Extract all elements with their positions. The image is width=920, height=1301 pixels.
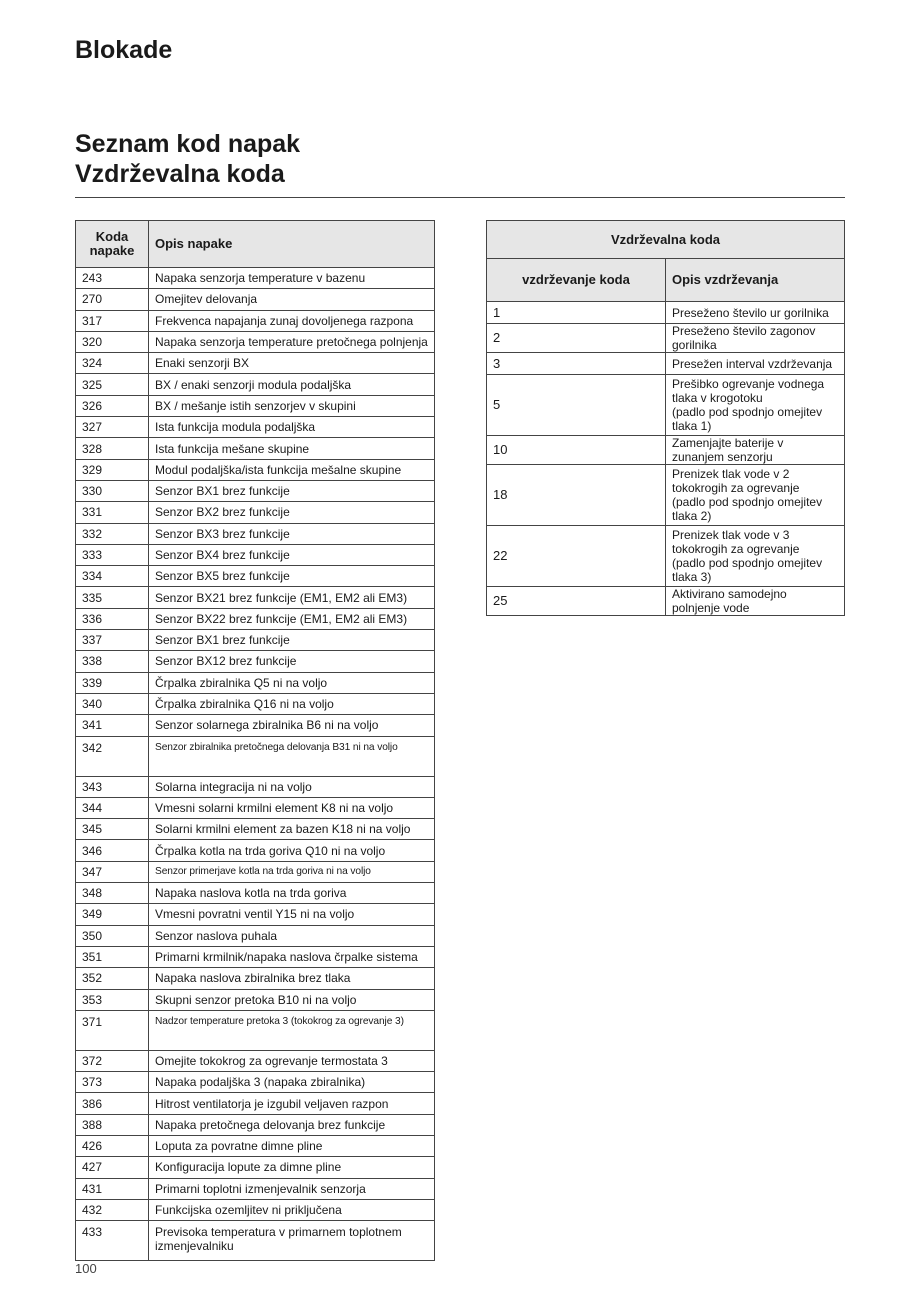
maintenance-description-cell: [666, 302, 845, 324]
fault-description-cell: Napaka naslova zbiralnika brez tlaka: [149, 968, 435, 989]
fault-code-cell: 433: [76, 1221, 149, 1261]
maintenance-description-cell: [666, 375, 845, 436]
fault-description-cell: Konfiguracija lopute za dimne pline: [149, 1157, 435, 1178]
fault-description-cell: Senzor BX22 brez funkcije (EM1, EM2 ali EM3): [149, 608, 435, 629]
fault-table-row: [76, 374, 435, 395]
fault-table-row: [76, 417, 435, 438]
maintenance-code-cell: 22: [487, 526, 666, 587]
fault-description-cell: Skupni senzor pretoka B10 ni na voljo: [149, 989, 435, 1010]
maintenance-code-table: [486, 220, 845, 616]
fault-table-row: [76, 904, 435, 925]
fault-code-cell: 372: [76, 1050, 149, 1071]
fault-code-cell: 243: [76, 268, 149, 289]
fault-table-row: [76, 480, 435, 501]
maintenance-table-row: [487, 302, 845, 324]
fault-code-cell: 426: [76, 1135, 149, 1156]
fault-description-cell: Vmesni solarni krmilni element K8 ni na voljo: [149, 797, 435, 818]
fault-description-cell: Primarni toplotni izmenjevalnik senzorja: [149, 1178, 435, 1199]
fault-table-row: [76, 1114, 435, 1135]
fault-table-row: [76, 438, 435, 459]
fault-code-cell: 325: [76, 374, 149, 395]
maintenance-table-title: Vzdrževalna koda: [487, 221, 845, 259]
fault-code-cell: 351: [76, 946, 149, 967]
fault-description-cell: Nadzor temperature pretoka 3 (tokokrog za ogrevanje 3): [149, 1010, 435, 1050]
fault-code-cell: 340: [76, 693, 149, 714]
fault-code-cell: 346: [76, 840, 149, 861]
fault-code-cell: 333: [76, 544, 149, 565]
fault-table-row: [76, 1199, 435, 1220]
fault-description-cell: Senzor BX4 brez funkcije: [149, 544, 435, 565]
fault-description-cell: Solarna integracija ni na voljo: [149, 776, 435, 797]
fault-table-row: [76, 651, 435, 672]
fault-code-cell: 320: [76, 331, 149, 352]
maintenance-code-cell: 5: [487, 375, 666, 436]
maintenance-description-cell: [666, 436, 845, 465]
fault-table-row: [76, 1157, 435, 1178]
maintenance-code-cell: 2: [487, 324, 666, 353]
fault-description-cell: Napaka senzorja temperature pretočnega polnjenja: [149, 331, 435, 352]
maintenance-code-cell: 3: [487, 353, 666, 375]
fault-code-table: [75, 220, 435, 1261]
fault-description-cell: Hitrost ventilatorja je izgubil veljaven razpon: [149, 1093, 435, 1114]
maintenance-description-line: Preseženo število ur gorilnika: [672, 305, 829, 320]
fault-table-row: [76, 523, 435, 544]
maintenance-description-line: (padlo pod spodnjo omejitev tlaka 1): [672, 405, 823, 433]
fault-code-cell: 342: [76, 736, 149, 776]
fault-description-cell: Funkcijska ozemljitev ni priključena: [149, 1199, 435, 1220]
fault-code-cell: 330: [76, 480, 149, 501]
fault-code-cell: 332: [76, 523, 149, 544]
fault-code-cell: 341: [76, 715, 149, 736]
fault-code-cell: 352: [76, 968, 149, 989]
fault-code-cell: 327: [76, 417, 149, 438]
fault-description-cell: Primarni krmilnik/napaka naslova črpalke sistema: [149, 946, 435, 967]
fault-description-cell: Ista funkcija modula podaljška: [149, 417, 435, 438]
fault-description-cell: BX / mešanje istih senzorjev v skupini: [149, 395, 435, 416]
fault-table-row: [76, 353, 435, 374]
fault-table-row: [76, 1072, 435, 1093]
fault-table-row: [76, 459, 435, 480]
fault-table-row: [76, 1178, 435, 1199]
maintenance-code-cell: 25: [487, 587, 666, 616]
maintenance-description-cell: [666, 526, 845, 587]
maintenance-code-cell: 1: [487, 302, 666, 324]
maintenance-description-line: Zamenjajte baterije v zunanjem senzorju: [672, 436, 784, 464]
fault-description-cell: Omejite tokokrog za ogrevanje termostata 3: [149, 1050, 435, 1071]
fault-table-row: [76, 310, 435, 331]
fault-description-cell: Senzor solarnega zbiralnika B6 ni na voljo: [149, 715, 435, 736]
maintenance-table-row: [487, 587, 845, 616]
maintenance-description-line: (padlo pod spodnjo omejitev tlaka 3): [672, 556, 823, 584]
fault-table-row: [76, 861, 435, 882]
fault-description-cell: Modul podaljška/ista funkcija mešalne skupine: [149, 459, 435, 480]
fault-table-row: [76, 693, 435, 714]
fault-description-cell: Vmesni povratni ventil Y15 ni na voljo: [149, 904, 435, 925]
fault-table-row: [76, 544, 435, 565]
fault-table-row: [76, 587, 435, 608]
fault-description-cell: Črpalka zbiralnika Q5 ni na voljo: [149, 672, 435, 693]
maintenance-code-cell: 10: [487, 436, 666, 465]
fault-table-row: [76, 395, 435, 416]
fault-code-cell: 348: [76, 883, 149, 904]
fault-description-cell: Senzor BX12 brez funkcije: [149, 651, 435, 672]
fault-table-row: [76, 819, 435, 840]
fault-code-cell: 432: [76, 1199, 149, 1220]
fault-table-row: [76, 883, 435, 904]
fault-table-row: [76, 968, 435, 989]
fault-table-row: [76, 1010, 435, 1050]
fault-code-cell: 353: [76, 989, 149, 1010]
fault-code-cell: 324: [76, 353, 149, 374]
maintenance-description-line: Presežen interval vzdrževanja: [672, 356, 833, 371]
fault-table-row: [76, 289, 435, 310]
fault-code-cell: 343: [76, 776, 149, 797]
fault-code-cell: 270: [76, 289, 149, 310]
fault-description-cell: BX / enaki senzorji modula podaljška: [149, 374, 435, 395]
maintenance-description-line: (padlo pod spodnjo omejitev tlaka 2): [672, 495, 823, 523]
fault-code-cell: 338: [76, 651, 149, 672]
fault-code-cell: 388: [76, 1114, 149, 1135]
fault-code-cell: 344: [76, 797, 149, 818]
fault-table-row: [76, 331, 435, 352]
fault-table-row: [76, 566, 435, 587]
fault-description-cell: Loputa za povratne dimne pline: [149, 1135, 435, 1156]
fault-code-cell: 328: [76, 438, 149, 459]
fault-code-cell: 386: [76, 1093, 149, 1114]
fault-description-cell: Senzor BX1 brez funkcije: [149, 480, 435, 501]
fault-code-cell: 335: [76, 587, 149, 608]
fault-table-row: [76, 797, 435, 818]
fault-table-row: [76, 608, 435, 629]
fault-code-cell: 345: [76, 819, 149, 840]
maintenance-table-row: [487, 353, 845, 375]
fault-code-header: Koda napake: [76, 221, 149, 268]
fault-code-cell: 331: [76, 502, 149, 523]
fault-code-cell: 373: [76, 1072, 149, 1093]
maintenance-code-table-body: [487, 302, 845, 616]
fault-code-cell: 329: [76, 459, 149, 480]
fault-description-cell: Solarni krmilni element za bazen K18 ni na voljo: [149, 819, 435, 840]
fault-code-cell: 347: [76, 861, 149, 882]
maintenance-description-cell: [666, 324, 845, 353]
fault-code-cell: 431: [76, 1178, 149, 1199]
fault-description-header: Opis napake: [149, 221, 435, 268]
fault-code-cell: 317: [76, 310, 149, 331]
fault-description-cell: Črpalka kotla na trda goriva Q10 ni na voljo: [149, 840, 435, 861]
fault-table-row: [76, 1221, 435, 1261]
fault-description-cell: Previsoka temperatura v primarnem toplotnem izmenjevalniku: [149, 1221, 435, 1261]
fault-description-cell: Ista funkcija mešane skupine: [149, 438, 435, 459]
fault-code-cell: 349: [76, 904, 149, 925]
fault-table-row: [76, 502, 435, 523]
fault-table-row: [76, 672, 435, 693]
maintenance-description-line: Aktivirano samodejno polnjenje vode: [672, 587, 787, 615]
fault-table-row: [76, 1093, 435, 1114]
fault-table-row: [76, 1050, 435, 1071]
fault-description-cell: Napaka senzorja temperature v bazenu: [149, 268, 435, 289]
fault-table-row: [76, 776, 435, 797]
fault-code-cell: 337: [76, 630, 149, 651]
maintenance-code-cell: 18: [487, 465, 666, 526]
maintenance-description-line: Preseženo število zagonov gorilnika: [672, 324, 816, 352]
fault-description-cell: Črpalka zbiralnika Q16 ni na voljo: [149, 693, 435, 714]
page-title: Blokade: [75, 36, 173, 64]
fault-description-cell: Frekvenca napajanja zunaj dovoljenega razpona: [149, 310, 435, 331]
fault-table-row: [76, 946, 435, 967]
page-number: 100: [75, 1261, 97, 1276]
maintenance-table-row: [487, 324, 845, 353]
fault-description-cell: Napaka podaljška 3 (napaka zbiralnika): [149, 1072, 435, 1093]
maintenance-description-line: Prenizek tlak vode v 3 tokokrogih za ogrevanje: [672, 528, 800, 556]
fault-description-cell: Senzor BX1 brez funkcije: [149, 630, 435, 651]
fault-table-row: [76, 925, 435, 946]
fault-code-cell: 339: [76, 672, 149, 693]
maintenance-table-row: [487, 526, 845, 587]
fault-code-table-body: [76, 268, 435, 1261]
fault-code-cell: 334: [76, 566, 149, 587]
section-title-maintenance-code: Vzdrževalna koda: [75, 160, 285, 188]
title-divider: [75, 197, 845, 198]
maintenance-description-cell: [666, 587, 845, 616]
maintenance-description-header: Opis vzdrževanja: [666, 259, 845, 302]
fault-description-cell: Napaka naslova kotla na trda goriva: [149, 883, 435, 904]
fault-description-cell: Senzor zbiralnika pretočnega delovanja B31 ni na voljo: [149, 736, 435, 776]
fault-description-cell: Senzor naslova puhala: [149, 925, 435, 946]
fault-code-cell: 371: [76, 1010, 149, 1050]
fault-description-cell: Senzor BX2 brez funkcije: [149, 502, 435, 523]
fault-code-cell: 427: [76, 1157, 149, 1178]
fault-description-cell: Napaka pretočnega delovanja brez funkcije: [149, 1114, 435, 1135]
fault-description-cell: Senzor BX5 brez funkcije: [149, 566, 435, 587]
fault-table-row: [76, 1135, 435, 1156]
maintenance-description-cell: [666, 465, 845, 526]
fault-description-cell: Omejitev delovanja: [149, 289, 435, 310]
fault-table-row: [76, 268, 435, 289]
fault-table-row: [76, 630, 435, 651]
fault-code-cell: 350: [76, 925, 149, 946]
fault-code-cell: 326: [76, 395, 149, 416]
maintenance-description-cell: [666, 353, 845, 375]
fault-table-row: [76, 715, 435, 736]
fault-table-row: [76, 736, 435, 776]
fault-description-cell: Senzor BX21 brez funkcije (EM1, EM2 ali EM3): [149, 587, 435, 608]
fault-table-row: [76, 989, 435, 1010]
maintenance-table-row: [487, 465, 845, 526]
maintenance-table-row: [487, 436, 845, 465]
maintenance-description-line: Prešibko ogrevanje vodnega tlaka v krogotoku: [672, 377, 825, 405]
maintenance-code-header: vzdrževanje koda: [487, 259, 666, 302]
maintenance-description-line: Prenizek tlak vode v 2 tokokrogih za ogrevanje: [672, 467, 800, 495]
fault-description-cell: Senzor primerjave kotla na trda goriva ni na voljo: [149, 861, 435, 882]
fault-code-cell: 336: [76, 608, 149, 629]
section-title-fault-codes: Seznam kod napak: [75, 130, 301, 158]
fault-description-cell: Enaki senzorji BX: [149, 353, 435, 374]
fault-table-row: [76, 840, 435, 861]
maintenance-table-row: [487, 375, 845, 436]
fault-description-cell: Senzor BX3 brez funkcije: [149, 523, 435, 544]
